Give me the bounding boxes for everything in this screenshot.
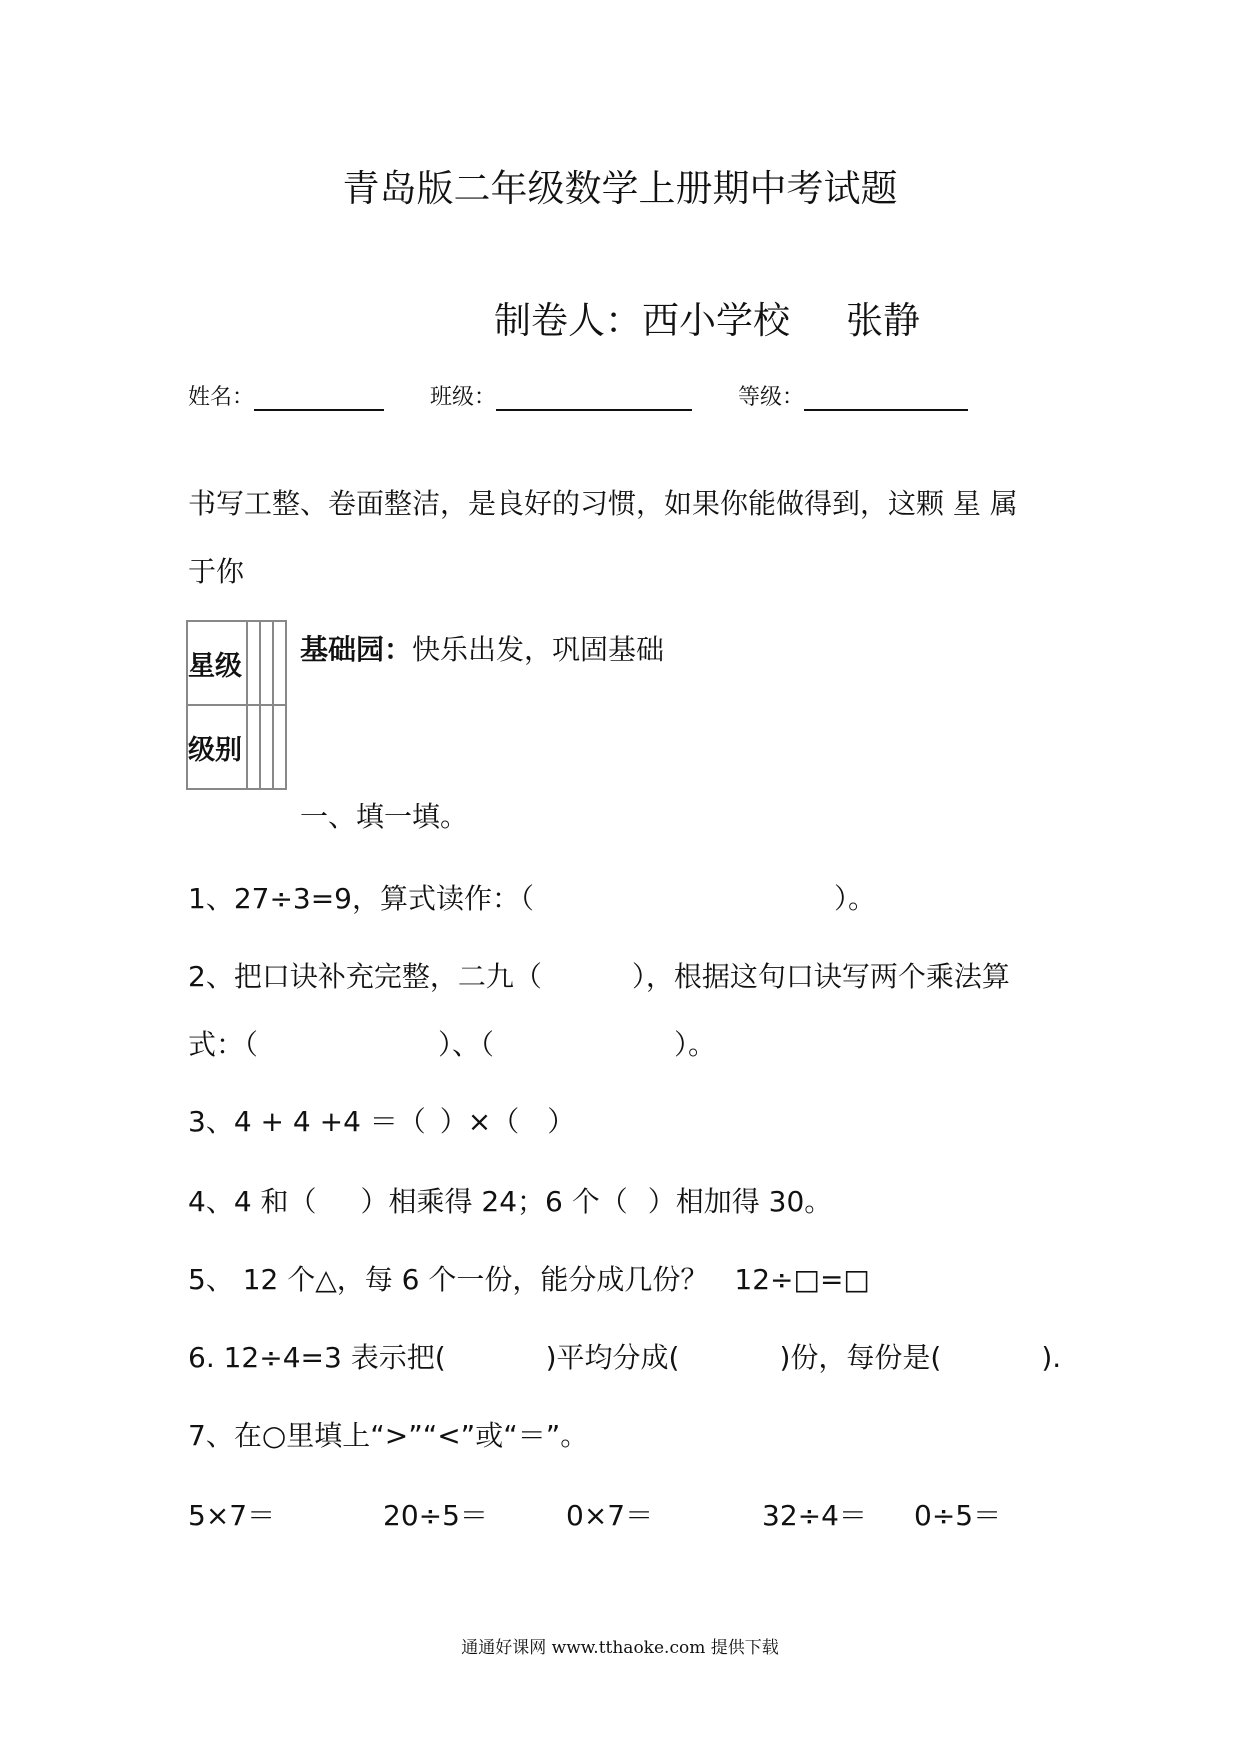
q4-text: 4、4 和（ [188,1185,317,1218]
star-cell[interactable] [273,705,286,789]
section-heading-basics [300,628,664,668]
garden-label: 基础园： [300,633,413,666]
section-title-fill-in: 一、填一填。 [300,800,469,833]
question-7: 7、在○里填上“>”“<”或“＝”。 [188,1419,589,1452]
q3-text-2: ）×（ [439,1105,520,1138]
q5-formula: 12÷□=□ [734,1263,870,1296]
star-rating-table [186,620,287,790]
q1-text-end: ）。 [834,882,877,915]
star-level-cell: 星级 [187,621,247,705]
class-blank[interactable] [496,385,692,411]
q4-text-2: ）相乘得 24；6 个（ [360,1185,628,1218]
question-3 [188,1100,575,1140]
intro-line-2: 于你 [188,555,245,588]
question-6 [188,1336,1061,1376]
garden-text: 快乐出发，巩固基础 [412,633,665,666]
class-field[interactable] [430,380,692,411]
q6-text-3: )份，每份是( [779,1341,942,1374]
class-label: 班级： [430,385,497,410]
name-label: 姓名： [188,385,255,410]
intro-line-1: 书写工整、卷面整洁，是良好的习惯，如果你能做得到，这颗 星 属 [188,487,1018,520]
author-name: 张静 [846,299,920,342]
author-label: 制卷人：西小学校 [494,299,790,342]
page-footer: 通通好课网 www.tthaoke.com 提供下载 [461,1638,779,1658]
star-cell[interactable] [273,621,286,705]
grade-field[interactable] [738,380,968,411]
star-cell[interactable] [247,705,260,789]
compare-item-2[interactable]: 20÷5＝ [383,1499,488,1532]
q4-text-3: ）相加得 30。 [647,1185,833,1218]
question-5 [188,1258,870,1298]
level-category-cell: 级别 [187,705,247,789]
question-2 [188,955,1010,995]
grade-label: 等级： [738,385,805,410]
q5-text: 5、 12 个△，每 6 个一份，能分成几份？ [188,1263,709,1296]
compare-item-3[interactable]: 0×7＝ [566,1499,654,1532]
q2-text-5: ）。 [674,1028,717,1061]
compare-item-5[interactable]: 0÷5＝ [914,1499,1002,1532]
q2-text-2: ），根据这句口诀写两个乘法算 [631,960,1010,993]
q6-text-2: )平均分成( [545,1341,680,1374]
q3-text-3: ） [547,1105,576,1138]
q6-text-4: ). [1041,1341,1062,1374]
compare-item-4[interactable]: 32÷4＝ [762,1499,867,1532]
q3-text: 3、4 + 4 +4 ＝（ [188,1105,426,1138]
name-blank[interactable] [254,385,384,411]
grade-blank[interactable] [804,385,968,411]
name-field[interactable] [188,380,384,411]
q2-text: 2、把口诀补充完整，二九（ [188,960,542,993]
star-cell[interactable] [247,621,260,705]
q2-text-4: ）、（ [438,1028,495,1061]
compare-item-1[interactable]: 5×7＝ [188,1499,276,1532]
question-1 [188,877,876,917]
star-cell[interactable] [260,705,273,789]
question-4 [188,1180,832,1220]
star-cell[interactable] [260,621,273,705]
author-line [494,290,920,344]
q1-text: 1、27÷3=9，算式读作：（ [188,882,534,915]
q2-text-3: 式：（ [188,1028,259,1061]
q6-text: 6. 12÷4=3 表示把( [188,1341,446,1374]
question-2-cont [188,1023,716,1063]
page-title: 青岛版二年级数学上册期中考试题 [342,167,898,210]
